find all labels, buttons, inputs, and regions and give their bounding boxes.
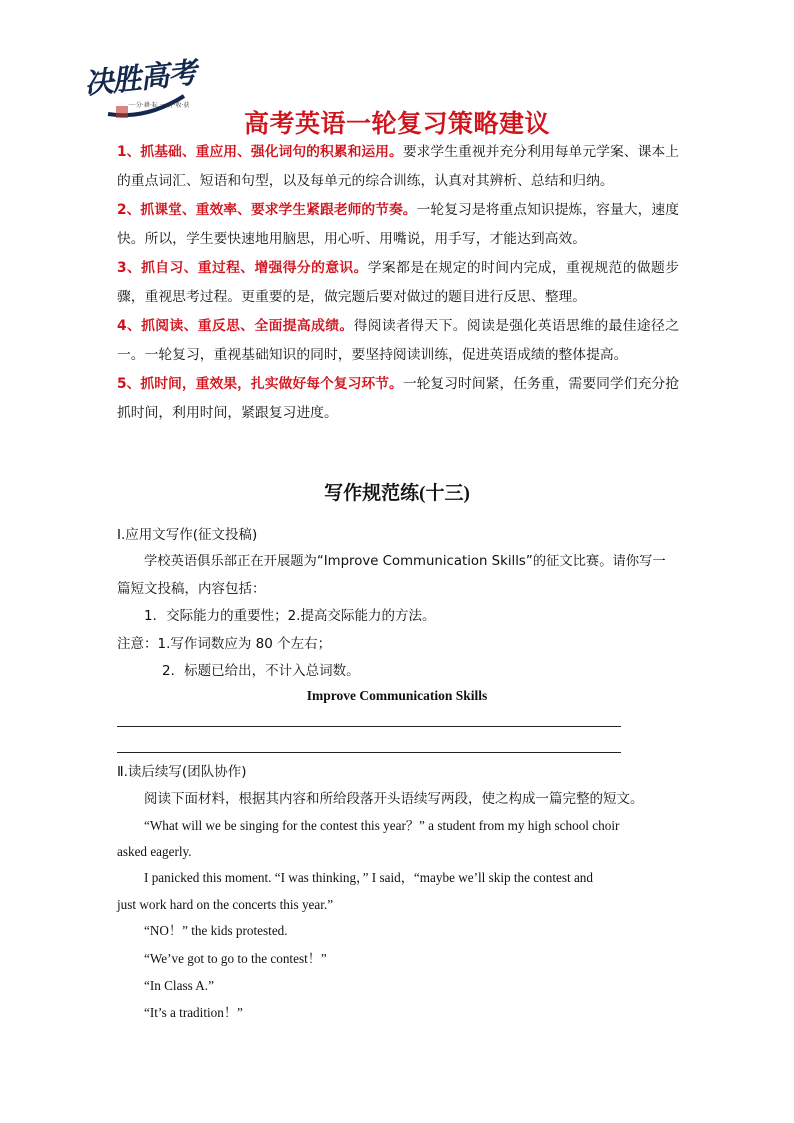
- strategy-2-text: 一轮复习是将重点知识提炼，容量大，速度快。所以，学生要快速地用脑思，用心听、用嘴说，用手写，才能达到高效。: [117, 202, 679, 247]
- part1-heading: Ⅰ.应用文写作(征文投稿): [117, 527, 258, 543]
- strategy-1-highlight: 1、抓基础、重应用、强化词句的积累和运用。: [117, 144, 403, 160]
- logo-subtitle: 一·分·耕·耘 一·分·收·获: [128, 102, 190, 109]
- strategy-2-highlight: 2、抓课堂、重效率、要求学生紧跟老师的节奏。: [117, 202, 417, 218]
- story-line-6: “We’ve got to go to the contest！”: [144, 951, 327, 966]
- strategy-5-text: 一轮复习时间紧，任务重，需要同学们充分抢抓时间，利用时间，紧跟复习进度。: [117, 376, 679, 421]
- strategy-5-highlight: 5、抓时间，重效果，扎实做好每个复习环节。: [117, 376, 403, 392]
- strategy-1: [117, 138, 679, 196]
- part1-note1: 注意：1.写作词数应为 80 个左右；: [117, 636, 332, 652]
- strategy-1-text: 要求学生重视并充分利用每单元学案、课本上的重点词汇、短语和句型，以及每单元的综合训练，认真对其辨析、总结和归纳。: [117, 144, 679, 189]
- answer-line-2: [117, 752, 621, 753]
- story-line-1: “What will we be singing for the contest this year？” a student from my high school choir: [144, 818, 620, 833]
- page-title: 高考英语一轮复习策略建议: [243, 109, 550, 138]
- strategy-3-highlight: 3、抓自习、重过程、增强得分的意识。: [117, 260, 368, 276]
- story-line-5: “NO！” the kids protested.: [144, 923, 288, 938]
- section-title: 写作规范练(十三): [324, 483, 470, 504]
- part2-intro: 阅读下面材料，根据其内容和所给段落开头语续写两段，使之构成一篇完整的短文。: [144, 791, 644, 807]
- strategy-3-text: 学案都是在规定的时间内完成，重视规范的做题步骤，重视思考过程。更重要的是，做完题后要对做过的题目进行反思、整理。: [117, 260, 680, 305]
- part1-line1: 学校英语俱乐部正在开展题为“Improve Communication Skills”的征文比赛。请你写一: [144, 554, 666, 569]
- story-line-2: asked eagerly.: [117, 844, 192, 859]
- part1-line2: 篇短文投稿，内容包括：: [117, 581, 266, 597]
- story-line-3: I panicked this moment. “I was thinking，” I said，“maybe we’ll skip the contest and: [144, 870, 593, 885]
- strategy-3: [117, 254, 679, 312]
- strategy-4-text: 得阅读者得天下。阅读是强化英语思维的最佳途径之一。一轮复习，重视基础知识的同时，要坚持阅读训练，促进英语成绩的整体提高。: [117, 318, 679, 363]
- answer-line-1: [117, 726, 621, 727]
- part1-note2: 2．标题已给出，不计入总词数。: [162, 663, 360, 679]
- strategy-4-highlight: 4、抓阅读、重反思、全面提高成绩。: [117, 318, 354, 334]
- essay-title: Improve Communication Skills: [306, 688, 488, 703]
- story-line-7: “In Class A.”: [144, 978, 214, 993]
- logo-text: 决胜高考: [82, 55, 198, 101]
- strategy-5: [117, 370, 679, 428]
- story-line-8: “It’s a tradition！”: [144, 1005, 243, 1020]
- part2-heading: Ⅱ.读后续写(团队协作): [117, 764, 247, 780]
- story-line-4: just work hard on the concerts this year.”: [117, 897, 334, 912]
- strategy-2: [117, 196, 679, 254]
- part1-line3: 1．交际能力的重要性；2.提高交际能力的方法。: [144, 608, 436, 624]
- strategy-4: [117, 312, 679, 370]
